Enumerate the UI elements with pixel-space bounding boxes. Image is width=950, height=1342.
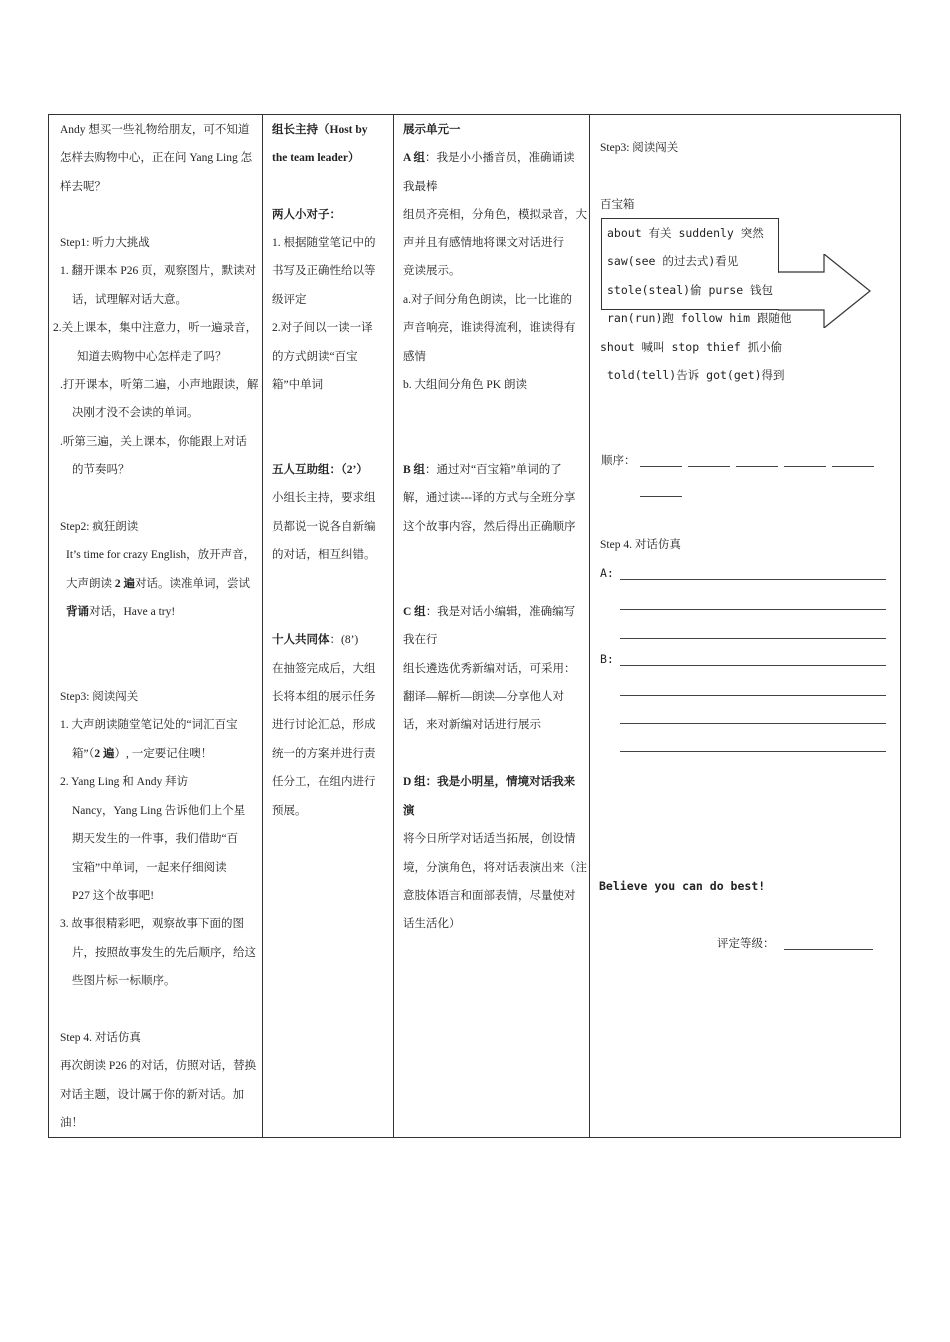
step2-line: It’s time for crazy English，放开声音， (66, 549, 256, 561)
group-a-line: 竞读展示。 (403, 265, 461, 277)
step1-item: 话，试理解对话大意。 (72, 294, 187, 306)
group-a-line: a.对子间分角色朗读，比一比谁的 (403, 294, 572, 306)
group-c-line: 翻译—解析—朗读—分享他人对 (403, 691, 564, 703)
grade-blank (784, 949, 873, 950)
step4-item: 再次朗读 P26 的对话，仿照对话，替换 (60, 1060, 257, 1072)
group-a-line: b. 大组间分角色 PK 朗读 (403, 379, 527, 391)
group-c-line: C 组：我是对话小编辑，准确编写 (403, 606, 576, 618)
vocab-line: told(tell)告诉 got(get)得到 (607, 368, 785, 382)
answer-line (620, 695, 886, 696)
step3-title: Step3: 阅读闯关 (600, 142, 679, 154)
arrow-right-icon (778, 254, 872, 328)
group-d-title: D 组：我是小明星，情境对话我来 (403, 776, 576, 788)
five-item: 员都说一说各自新编 (272, 521, 376, 533)
ten-item: 任分工，在组内进行 (272, 776, 376, 788)
group-b-line: B 组：通过对“百宝箱”单词的了 (403, 464, 562, 476)
step1-item: 决刚才没不会读的单词。 (72, 407, 199, 419)
answer-line (620, 579, 886, 580)
step1-item: 1. 翻开课本 P26 页，观察图片，默读对 (60, 265, 257, 277)
pair-item: 2.对子间以一读一译 (272, 322, 373, 334)
five-item: 小组长主持，要求组 (272, 492, 376, 504)
step3-item: 些图片标一标顺序。 (72, 975, 176, 987)
group-d-line: 话生活化） (403, 918, 461, 930)
step3-item: 宝箱”中单词，一起来仔细阅读 (72, 862, 227, 874)
group-a-line: 声音响亮，谁读得流利，谁读得有 (403, 322, 576, 334)
step4-title: Step 4. 对话仿真 (60, 1032, 141, 1044)
step3-item: Nancy，Yang Ling 告诉他们上个星 (72, 805, 246, 817)
order-label: 顺序： (601, 453, 636, 467)
five-title: 五人互助组：（2’） (272, 464, 368, 476)
intro-line: Andy 想买一些礼物给朋友，可不知道 (60, 124, 250, 136)
answer-line (620, 665, 886, 666)
ten-item: 进行讨论汇总，形成 (272, 719, 376, 731)
host-title: the team leader） (272, 152, 360, 164)
order-blank (784, 466, 826, 467)
group-d-line: 将今日所学对话适当拓展，创设情 (403, 833, 576, 845)
vocab-line: ran(run)跑 follow him 跟随他 (607, 311, 792, 325)
step4-title: Step 4. 对话仿真 (600, 539, 681, 551)
ten-title: 十人共同体：(8’) (272, 634, 359, 646)
vocab-line: saw(see 的过去式)看见 (607, 254, 739, 268)
group-d-title: 演 (403, 805, 415, 817)
step1-item: .听第三遍，关上课本，你能跟上对话 (60, 436, 247, 448)
step2-line: 大声朗读 2 遍对话。读准单词，尝试 (66, 578, 250, 590)
pair-item: 1. 根据随堂笔记中的 (272, 237, 376, 249)
unit-title: 展示单元一 (403, 124, 461, 136)
order-blank (688, 466, 730, 467)
grade-label: 评定等级： (717, 936, 775, 950)
group-d-line: 境，分演角色，将对话表演出来（注 (403, 862, 587, 874)
step2-line: 背诵对话，Have a try! (66, 606, 176, 618)
group-c-line: 话，来对新编对话进行展示 (403, 719, 541, 731)
step1-item: .打开课本，听第二遍，小声地跟读，解 (60, 379, 259, 391)
pair-title: 两人小对子： (272, 209, 341, 221)
vocab-line: about 有关 suddenly 突然 (607, 226, 764, 240)
group-c-line: 组长遴选优秀新编对话，可采用： (403, 663, 576, 675)
group-d-line: 意肢体语言和面部表情，尽量使对 (403, 890, 576, 902)
group-c-line: 我在行 (403, 634, 438, 646)
pair-item: 级评定 (272, 294, 307, 306)
step4-item: 对话主题，设计属于你的新对话。加 (60, 1089, 244, 1101)
step1-title: Step1: 听力大挑战 (60, 237, 150, 249)
step1-item: 2.关上课本，集中注意力，听一遍录音， (53, 322, 258, 334)
group-a-line: 声并且有感情地将课文对话进行 (403, 237, 564, 249)
step2-title: Step2: 疯狂朗读 (60, 521, 139, 533)
pair-item: 的方式朗读“百宝 (272, 351, 358, 363)
pair-item: 书写及正确性给以等 (272, 265, 376, 277)
step3-item: P27 这个故事吧! (72, 890, 155, 902)
step1-item: 的节奏吗？ (72, 464, 130, 476)
order-blank (832, 466, 874, 467)
motto: Believe you can do best! (599, 879, 766, 893)
ten-item: 预展。 (272, 805, 307, 817)
group-a-line: 我最棒 (403, 181, 438, 193)
answer-line (620, 638, 886, 639)
vocab-line: stole(steal)偷 purse 钱包 (607, 283, 774, 297)
ten-item: 在抽签完成后，大组 (272, 663, 376, 675)
step4-item: 油！ (60, 1117, 83, 1129)
speaker-b-label: B: (600, 652, 614, 666)
pair-item: 箱”中单词 (272, 379, 324, 391)
ten-item: 长将本组的展示任务 (272, 691, 376, 703)
intro-line: 怎样去购物中心，正在问 Yang Ling 怎 (60, 152, 253, 164)
answer-line (620, 751, 886, 752)
order-blank (736, 466, 778, 467)
vocab-line: shout 喊叫 stop thief 抓小偷 (600, 340, 783, 354)
step3-title: Step3: 阅读闯关 (60, 691, 139, 703)
order-blank (640, 496, 682, 497)
five-item: 的对话，相互纠错。 (272, 549, 376, 561)
step3-item: 期天发生的一件事，我们借助“百 (72, 833, 239, 845)
step3-item: 3. 故事很精彩吧，观察故事下面的图 (60, 918, 244, 930)
answer-line (620, 723, 886, 724)
step3-item: 2. Yang Ling 和 Andy 拜访 (60, 776, 189, 788)
step3-item: 箱”（2 遍）, 一定要记住噢！ (72, 748, 213, 760)
ten-item: 统一的方案并进行责 (272, 748, 376, 760)
step1-item: 知道去购物中心怎样走了吗？ (77, 351, 227, 363)
speaker-a-label: A: (600, 566, 614, 580)
host-title: 组长主持（Host by (272, 124, 368, 136)
group-b-line: 解，通过读---译的方式与全班分享 (403, 492, 576, 504)
intro-line: 样去呢？ (60, 181, 106, 193)
vocab-box-title: 百宝箱 (600, 199, 635, 211)
group-a-line: 组员齐亮相，分角色，模拟录音，大 (403, 209, 587, 221)
group-b-line: 这个故事内容，然后得出正确顺序 (403, 521, 576, 533)
group-a-line: A 组：我是小小播音员，准确诵读 (403, 152, 575, 164)
step3-item: 1. 大声朗读随堂笔记处的“词汇百宝 (60, 719, 238, 731)
group-a-line: 感情 (403, 351, 426, 363)
step3-item: 片，按照故事发生的先后顺序，给这 (72, 947, 256, 959)
answer-line (620, 609, 886, 610)
order-blank (640, 466, 682, 467)
